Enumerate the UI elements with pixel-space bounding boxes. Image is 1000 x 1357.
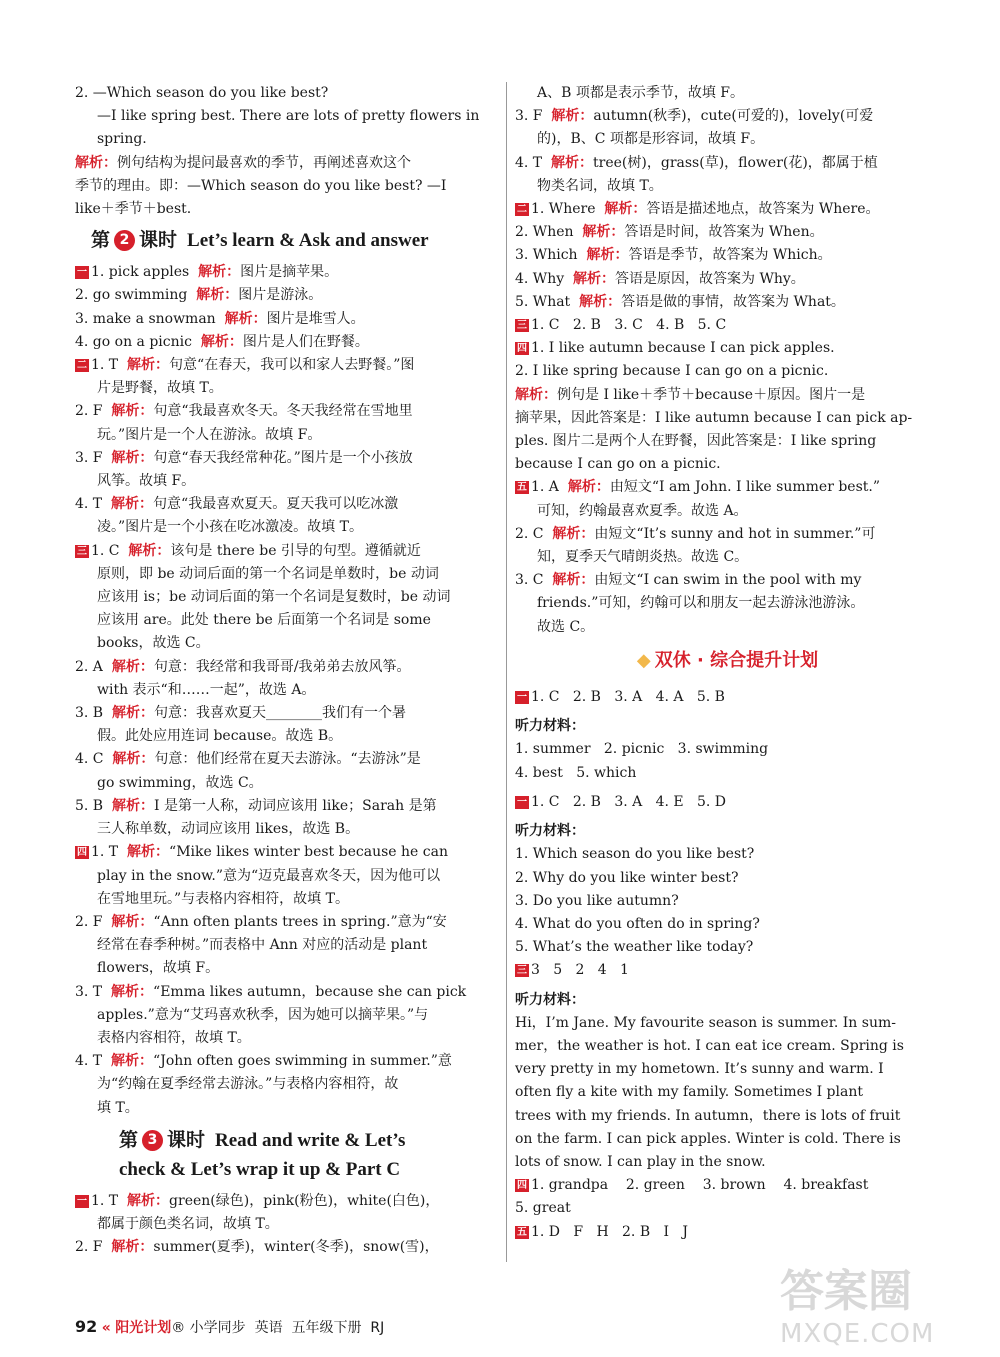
section-badge: 一 (77, 267, 87, 279)
text-line: 5. What 解析：答语是做的事情，故答案为 What。 (515, 293, 845, 310)
section-badge: 一 (517, 796, 527, 808)
line-text: 5. What’s the weather like today? (515, 939, 754, 956)
double-chevron-icon: « (101, 1320, 111, 1336)
analysis-label: 解析： (111, 658, 154, 675)
line-text: 3 5 2 4 1 (531, 962, 629, 979)
text-line: 3. T 解析：“Emma likes autumn，because she can pick (75, 983, 467, 1000)
text-line (515, 913, 940, 936)
text-line (75, 934, 495, 957)
line-text: A、B 项都是表示季节，故填 F。 (537, 85, 745, 101)
text-line: 3. B 解析：句意：我喜欢夏天________我们有一个暑 (75, 705, 406, 722)
line-text: lots of snow. I can play in the snow. (515, 1153, 766, 1170)
text-line: 3. C 解析：由短文“I can swim in the pool with my (515, 572, 862, 589)
line-text: very pretty in my hometown. It’s sunny and warm. I (515, 1061, 884, 1078)
lesson-heading (119, 1126, 495, 1155)
line-text: 故选 C。 (537, 618, 595, 635)
line-text: with 表示“和……一起”，故选 A。 (97, 681, 316, 698)
line-text: 1. C 2. B 3. C 4. B 5. C (531, 317, 727, 334)
analysis-label: 解析： (111, 496, 154, 513)
column-divider (506, 82, 507, 1262)
line-text: go swimming，故选 C。 (97, 774, 263, 791)
line-text: 2. I like spring because I can go on a picnic. (515, 363, 829, 380)
line-text: 2. —Which season do you like best? (75, 85, 329, 101)
section-badge: 五 (517, 1226, 527, 1238)
text-line (75, 586, 495, 609)
text-line: 2. When 解析：答语是时间，故答案为 When。 (515, 224, 824, 241)
text-line: 一 1. T 解析：green(绿色)，pink(粉色)，white(白色)， (77, 1192, 440, 1209)
line-text: often fly a kite with my family. Sometimes I plant (515, 1084, 863, 1101)
text-line: 2. C 解析：由短文“It’s sunny and hot in summer.”可 (515, 525, 876, 542)
watermark (780, 1255, 990, 1350)
text-line: 五 1. A 解析：由短文“I am John. I like summer best.” (517, 479, 881, 496)
analysis-label: 解析： (196, 287, 239, 304)
right-column (515, 82, 940, 1244)
section-badge: 二 (77, 360, 87, 372)
text-line (515, 407, 940, 430)
analysis-label: 解析： (111, 1239, 154, 1256)
analysis-label: 解析： (127, 357, 170, 374)
text-line: 二 1. Where 解析：答语是描述地点，故答案为 Where。 (517, 201, 880, 218)
text-line (75, 888, 495, 911)
text-line: 4. T 解析：“John often goes swimming in summer.”意 (75, 1053, 452, 1070)
analysis-label: 解析： (515, 386, 557, 403)
line-text: ples. 图片二是两个人在野餐，因此答案是：I like spring (515, 433, 877, 450)
analysis-label: 解析： (551, 154, 594, 171)
text-line (75, 1097, 495, 1120)
line-text: 1. D F H 2. B I J (531, 1223, 688, 1240)
text-line (75, 1004, 495, 1027)
analysis-label: 解析： (112, 797, 154, 814)
section-banner (515, 649, 940, 672)
text-line (75, 957, 495, 980)
lesson-title: Read and write & Let’s (215, 1129, 406, 1151)
text-line (75, 470, 495, 493)
line-text: 季节的理由。即：—Which season do you like best? —I (75, 177, 447, 194)
text-line (75, 516, 495, 539)
text-line (515, 360, 940, 383)
analysis-label: 解析： (552, 525, 595, 542)
line-text: 1. C 2. B 3. A 4. A 5. B (531, 689, 725, 706)
text-line (515, 959, 940, 982)
line-text: flowers，故填 F。 (97, 960, 220, 977)
text-line: 二 1. T 解析：句意“在春天，我可以和家人去野餐。”图 (77, 357, 415, 374)
line-text: 应该用 is；be 动词后面的第一个名词是复数时，be 动词 (97, 589, 451, 606)
text-line: 一 1. pick apples 解析：图片是摘苹果。 (77, 264, 339, 281)
text-line (515, 128, 940, 151)
book-info: 小学同步 英语 五年级下册 RJ (185, 1320, 385, 1336)
line-text: 三人称单数，动词应该用 likes，故选 B。 (97, 821, 360, 838)
text-line (515, 686, 940, 709)
line-text: trees with my friends. In autumn，there is lots of fruit (515, 1107, 901, 1124)
text-line (515, 337, 940, 360)
section-badge: 一 (77, 1195, 87, 1207)
line-text: 风筝。故填 F。 (97, 473, 196, 490)
text-line (75, 128, 495, 151)
section-badge: 五 (517, 482, 527, 494)
text-line: 3. make a snowman 解析：图片是堆雪人。 (75, 310, 365, 327)
analysis-label: 解析： (111, 449, 154, 466)
text-line (75, 105, 495, 128)
section-badge: 三 (77, 545, 87, 557)
text-line: 2. F 解析：summer(夏季)，winter(冬季)，snow(雪)， (75, 1239, 439, 1256)
lesson-number: 2 (114, 230, 135, 251)
text-line (515, 1035, 940, 1058)
analysis-label: 解析： (582, 224, 625, 241)
line-text: 知，夏季天气晴朗炎热。故选 C。 (537, 549, 749, 566)
text-line: 3. F 解析：句意“春天我经常种花。”图片是一个小孩放 (75, 449, 413, 466)
analysis-label: 解析： (224, 310, 267, 327)
text-line: 4. T 解析：句意“我最喜欢夏天。夏天我可以吃冰激 (75, 496, 399, 513)
text-line (515, 453, 940, 476)
text-line (515, 1081, 940, 1104)
text-line (75, 377, 495, 400)
text-line (515, 1151, 940, 1174)
line-text: 4. What do you often do in spring? (515, 915, 760, 932)
line-text: play in the snow.”意为“迈克最喜欢冬天，因为他可以 (97, 867, 441, 884)
line-text: 4. best 5. which (515, 764, 637, 781)
text-line (75, 725, 495, 748)
line-text: 摘苹果，因此答案是：I like autumn because I can pick ap- (515, 409, 913, 426)
left-column (75, 82, 495, 1259)
text-line: 2. F 解析：“Ann often plants trees in spring.”意为“安 (75, 913, 447, 930)
text-line (75, 772, 495, 795)
text-line (75, 865, 495, 888)
heading-prefix: 第 (119, 1129, 139, 1151)
line-text: 填 T。 (97, 1099, 139, 1116)
text-line (515, 890, 940, 913)
text-line: 2. A 解析：句意：我经常和我哥哥/我弟弟去放风筝。 (75, 658, 411, 675)
section-badge: 三 (517, 320, 527, 332)
analysis-label: 解析： (111, 913, 154, 930)
brand-name: 阳光计划 (115, 1320, 172, 1336)
analysis-label: 解析： (111, 983, 154, 1000)
text-line (515, 1197, 940, 1220)
text-line (75, 609, 495, 632)
text-line (75, 1213, 495, 1236)
line-text: apples.”意为“艾玛喜欢秋季，因为她可以摘苹果。”与 (97, 1006, 429, 1023)
text-line: 2. go swimming 解析：图片是游泳。 (75, 287, 323, 304)
analysis-label: 解析： (604, 201, 647, 218)
analysis-label: 解析： (75, 154, 117, 171)
listening-label: 听力材料： (515, 991, 585, 1008)
text-line: 3. Which 解析：答语是季节，故答案为 Which。 (515, 247, 832, 264)
line-text: 片是野餐，故填 T。 (97, 380, 223, 397)
text-line (515, 936, 940, 959)
text-line (515, 616, 940, 639)
line-text: spring. (97, 131, 147, 148)
heading-suffix: 课时 (167, 1129, 206, 1151)
text-line (75, 175, 495, 198)
text-line: 三 1. C 解析：该句是 there be 引导的句型。遵循就近 (77, 542, 421, 559)
listening-label: 听力材料： (515, 823, 585, 840)
text-line (515, 791, 940, 814)
line-text: 在雪地里玩。”与表格内容相符，故填 T。 (97, 890, 349, 907)
page-footer (75, 1317, 384, 1337)
analysis-label: 解析： (200, 333, 243, 350)
line-text: because I can go on a picnic. (515, 456, 721, 473)
watermark-url: MXQE.COM (780, 1319, 935, 1349)
analysis-label: 解析： (111, 1053, 154, 1070)
analysis-label: 解析： (128, 542, 171, 559)
line-text: 1. grandpa 2. green 3. brown 4. breakfast (531, 1177, 869, 1194)
text-line (75, 818, 495, 841)
section-badge: 四 (77, 847, 87, 859)
listening-label: 听力材料： (515, 718, 585, 735)
line-text: 例句结构为提问最喜欢的季节，再阐述喜欢这个 (117, 154, 411, 171)
text-line (75, 1027, 495, 1050)
text-line (515, 500, 940, 523)
text-line (75, 198, 495, 221)
text-line: 四 1. T 解析：“Mike likes winter best because he can (77, 844, 448, 861)
analysis-label: 解析： (112, 751, 155, 768)
text-line (515, 1174, 940, 1197)
analysis-label: 解析： (579, 293, 622, 310)
line-text: like＋季节＋best. (75, 201, 192, 218)
line-text: books，故选 C。 (97, 635, 210, 652)
text-line (515, 867, 940, 890)
line-text: 表格内容相符，故填 T。 (97, 1029, 251, 1046)
text-line (515, 843, 940, 866)
line-text: 经常在春季种树。”而表格中 Ann 对应的活动是 plant (97, 937, 428, 954)
line-text: 物类名词，故填 T。 (537, 177, 663, 194)
analysis-label: 解析： (552, 572, 595, 589)
text-line (75, 1073, 495, 1096)
lesson-heading (119, 1126, 495, 1184)
line-text: 可知，约翰最喜欢夏季。故选 A。 (537, 502, 748, 519)
analysis-label: 解析： (567, 479, 610, 496)
text-line (515, 1221, 940, 1244)
analysis-label: 解析： (198, 264, 241, 281)
line-text: 例句是 I like＋季节＋because＋原因。图片一是 (557, 386, 866, 403)
analysis-line (515, 384, 940, 407)
text-line (75, 679, 495, 702)
banner-title: 双休 · 综合提升计划 (654, 649, 819, 671)
analysis-label: 解析： (551, 108, 594, 125)
text-line: 4. T 解析：tree(树)，grass(草)，flower(花)，都属于植 (515, 154, 878, 171)
line-text: 1. I like autumn because I can pick apples. (531, 340, 835, 357)
heading-suffix: 课时 (139, 230, 178, 252)
analysis-label: 解析： (573, 270, 616, 287)
line-text: 原则，即 be 动词后面的第一个名词是单数时，be 动词 (97, 565, 439, 582)
line-text: on the farm. I can pick apples. Winter is cold. There is (515, 1130, 901, 1147)
line-text: friends.”可知，约翰可以和朋友一起去游泳池游泳。 (537, 595, 865, 612)
text-line (515, 82, 940, 105)
section-badge: 四 (517, 1180, 527, 1192)
text-line: 3. F 解析：autumn(秋季)，cute(可爱的)，lovely(可爱 (515, 108, 874, 125)
lesson-heading (91, 227, 495, 255)
line-text: 玩。”图片是一个人在游泳。故填 F。 (97, 426, 322, 443)
text-line (75, 632, 495, 655)
analysis-label: 解析： (112, 705, 154, 722)
line-text: 应该用 are。此处 there be 后面第一个名词是 some (97, 612, 431, 629)
text-line (515, 592, 940, 615)
line-text: mer，the weather is hot. I can eat ice cream. Spring is (515, 1037, 904, 1054)
line-text: 为“约翰在夏季经常去游泳。”与表格内容相符，故 (97, 1076, 399, 1093)
text-line (515, 1105, 940, 1128)
section-badge: 二 (517, 204, 527, 216)
text-line (515, 1058, 940, 1081)
lesson-title: Let’s learn & Ask and answer (187, 230, 429, 252)
analysis-label: 解析： (586, 247, 629, 264)
line-text: Hi，I’m Jane. My favourite season is summer. In sum- (515, 1014, 896, 1031)
line-text: 3. Do you like autumn? (515, 892, 679, 909)
watermark-text: 答案圈 (780, 1266, 912, 1317)
text-line: 4. go on a picnic 解析：图片是人们在野餐。 (75, 333, 369, 350)
page-number: 92 (75, 1317, 98, 1336)
text-line (75, 82, 495, 105)
section-badge: 一 (517, 692, 527, 704)
text-line (515, 738, 940, 761)
text-line (75, 563, 495, 586)
text-line (515, 762, 940, 785)
registered-mark: ® (171, 1320, 186, 1336)
line-text: —I like spring best. There are lots of pretty flowers in (97, 108, 480, 125)
line-text: 假。此处应用连词 because。故选 B。 (97, 728, 343, 745)
line-text: 1. summer 2. picnic 3. swimming (515, 741, 769, 758)
analysis-label: 解析： (111, 403, 154, 420)
section-badge: 四 (517, 343, 527, 355)
text-line (515, 1012, 940, 1035)
text-line (515, 430, 940, 453)
analysis-line (75, 152, 495, 175)
text-line (75, 424, 495, 447)
text-line: 4. Why 解析：答语是原因，故答案为 Why。 (515, 270, 805, 287)
line-text: 1. Which season do you like best? (515, 846, 755, 863)
line-text: 2. Why do you like winter best? (515, 869, 739, 886)
text-line (515, 546, 940, 569)
line-text: 5. great (515, 1200, 571, 1217)
text-line (515, 314, 940, 337)
lesson-number: 3 (142, 1130, 163, 1151)
text-line: 2. F 解析：句意“我最喜欢冬天。冬天我经常在雪地里 (75, 403, 413, 420)
lesson-title-line2: check & Let’s wrap it up & Part C (119, 1158, 401, 1180)
line-text: 凌。”图片是一个小孩在吃冰激凌。故填 T。 (97, 519, 363, 536)
text-line (515, 175, 940, 198)
analysis-label: 解析： (127, 1192, 170, 1209)
line-text: 1. C 2. B 3. A 4. E 5. D (531, 793, 726, 810)
text-line (515, 1128, 940, 1151)
section-badge: 三 (517, 965, 527, 977)
text-line: 4. C 解析：句意：他们经常在夏天去游泳。“去游泳”是 (75, 751, 421, 768)
text-line: 5. B 解析：I 是第一人称，动词应该用 like；Sarah 是第 (75, 797, 437, 814)
analysis-label: 解析： (127, 844, 170, 861)
heading-prefix: 第 (91, 230, 111, 252)
line-text: 都属于颜色类名词，故填 T。 (97, 1215, 279, 1232)
line-text: 的)，B、C 项都是形容词，故填 F。 (537, 131, 765, 148)
banner-deco-icon: ◆ (636, 649, 651, 671)
